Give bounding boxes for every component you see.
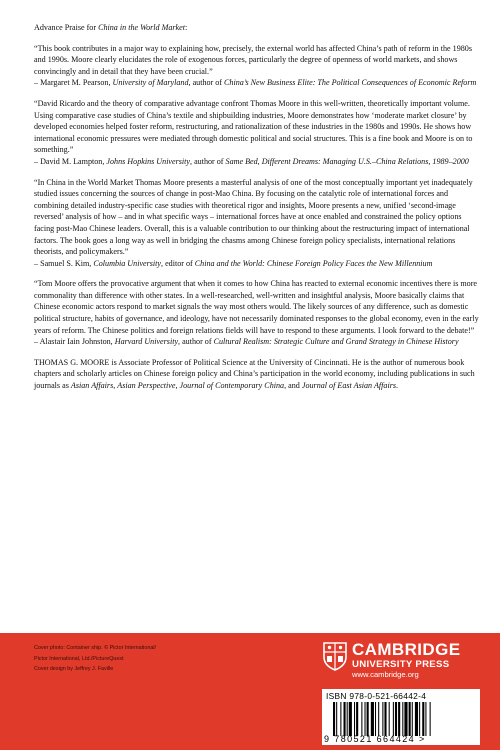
review-attribution [34,258,482,270]
barcode-bar [409,702,411,736]
barcode-bar [382,702,383,736]
reviewer-book: China and the World: Chinese Foreign Policy Faces the New Millennium [194,258,433,268]
author-bio [34,357,482,392]
review-2 [34,98,482,168]
reviewer-name: – Samuel S. Kim, [34,258,94,268]
reviewer-role: , author of [178,337,214,347]
barcode-bar [378,702,379,736]
reviewer-affiliation: University of Maryland [112,78,189,88]
credit-line: Pictor International, Ltd./PictureQuest [34,655,124,662]
barcode-bar [344,702,346,736]
barcode-bar [422,702,424,736]
barcode-bar [340,702,341,736]
heading-suffix: : [185,23,188,32]
reviewer-role: , author of [190,156,226,166]
cover-credits [34,643,156,675]
praise-section [34,22,482,392]
publisher-name: CAMBRIDGE [352,640,461,659]
publisher-logo [322,641,482,680]
author-name: THOMAS G. MOORE [34,357,110,367]
publisher-url: www.cambridge.org [352,670,419,679]
barcode-bar [375,702,376,736]
separator: , [113,381,118,391]
review-attribution [34,77,482,89]
isbn-barcode-box [322,689,480,745]
reviewer-book: Cultural Realism: Strategic Culture and Grand Strategy in Chinese History [213,337,459,347]
review-1 [34,43,482,89]
separator: , [175,381,180,391]
barcode-bar [389,702,390,736]
review-4 [34,278,482,348]
journal-name: Asian Perspective [117,381,176,391]
review-attribution [34,156,482,168]
barcode-bar [398,702,400,736]
review-quote: “David Ricardo and the theory of comparative advantage confront Thomas Moore in this well-written, theoretically important volume. Using comparative case studies of China’s textile and shipbuilding industries, Moore demonstrates how ‘moderate market closure’ by developed economies helped foster reform, restructuring, and rationalization of these industries in the 1980s and 1990s. He shows how international economic pressures were mediated through domestic political and social structures. This is a fine book and Moore is on to something.” [34,98,473,155]
barcode-bar [412,702,413,736]
review-quote: “This book contributes in a major way to explaining how, precisely, the external world has affected China’s path of reform in the 1980s and 1990s. Moore clearly elucidates the role of exogenous forces, particularly the degree of openness of world markets, and shows convincingly and in detail that they have been crucial.” [34,43,472,76]
barcode-bar [404,702,407,736]
barcode-bar [430,702,431,736]
journal-name: Journal of East Asian Affairs [301,381,396,391]
shield-icon [322,641,348,671]
barcode-icon [332,702,472,736]
praise-heading [34,22,482,34]
credit-line: Cover photo: Container ship. © Pictor International/ [34,645,157,651]
reviewer-affiliation: Johns Hopkins University [106,156,191,166]
reviewer-book: China’s New Business Elite: The Political Consequences of Economic Reform [224,78,477,88]
heading-prefix: Advance Praise for [34,23,99,32]
separator: , and [284,381,302,391]
barcode-bar [384,702,386,736]
reviewer-affiliation: Harvard University [114,337,179,347]
barcode-bar [333,702,335,736]
barcode-bar [415,702,418,736]
barcode-bar [393,702,394,736]
review-quote: “Tom Moore offers the provocative argument that when it comes to how China has reacted to external economic incentives there is more commonality than difference with other states. In a well-researched, well-written and insightful analysis, Moore basically claims that Chinese economic actors respond to market signals the way most others would. The likely sources of any difference, such as domestic political structure, habits of governance, and ideology, have not necessarily dominated responses to the global economy, even in the early years of reform. The Chinese politics and foreign relations fields will have to respond to these arguments. I look forward to the debate!” [34,279,479,335]
reviewer-role: , editor of [161,258,195,268]
isbn-label: ISBN 978-0-521-66442-4 [326,691,427,701]
barcode-bar [371,702,374,736]
separator: . [396,381,399,391]
review-3 [34,177,482,270]
barcode-bar [419,702,420,736]
barcode-bar [402,702,403,736]
review-quote: “In China in the World Market Thomas Moore presents a masterful analysis of one of the most conceptually important yet inadequately studied issues concerning the sources of change in post-Mao China. By focusing on the catalytic role of international forces and combining detailed industry-specific case studies with theoretical rigor and insights, Moore presents a new, unified ‘second-image reversed’ analysis of how – and in what specific ways – international forces have at once enabled and constrained the policy options facing post-Mao Chinese leaders. Overall, this is a valuable contribution to our thinking about the restructuring impact of international factors. The book goes a long way as well in bridging the chasms among Chinese foreign policy specialists, international relations theorists, and policymakers.” [34,177,473,257]
reviewer-role: , author of [188,78,225,88]
reviewer-name: – Margaret M. Pearson, [34,78,113,88]
barcode-bar [336,702,337,736]
publisher-subtitle: UNIVERSITY PRESS [352,659,450,670]
barcode-bar [425,702,426,736]
journal-name: Journal of Contemporary China [179,381,285,391]
heading-book-title: China in the World Market [98,23,185,32]
reviewer-name: – David M. Lampton, [34,156,107,166]
review-attribution [34,336,482,348]
barcode-bar [347,702,348,736]
barcode-bar [367,702,369,736]
barcode-bar [365,702,366,736]
journal-name: Asian Affairs [70,381,114,391]
barcode-bar [354,702,355,736]
bio-text: is Associate Professor of Political Science at the University of Cincinnati. He is the author of numerous book chapters and scholarly articles on Chinese foreign policy and China’s participation in the world economy, including publications in such journals as [34,357,475,391]
reviewer-affiliation: Columbia University [93,258,162,268]
barcode-bar [356,702,358,736]
barcode-digits: 9 780521 664424 > [324,734,426,744]
barcode-bar [361,702,362,736]
barcode-bar [349,702,352,736]
reviewer-name: – Alastair Iain Johnston, [34,337,115,347]
reviewer-book: Same Bed, Different Dreams: Managing U.S.–China Relations, 1989–2000 [225,156,469,166]
footer-band [0,633,500,750]
barcode-bar [395,702,397,736]
credit-line: Cover design by Jeffrey J. Faville [34,666,114,672]
